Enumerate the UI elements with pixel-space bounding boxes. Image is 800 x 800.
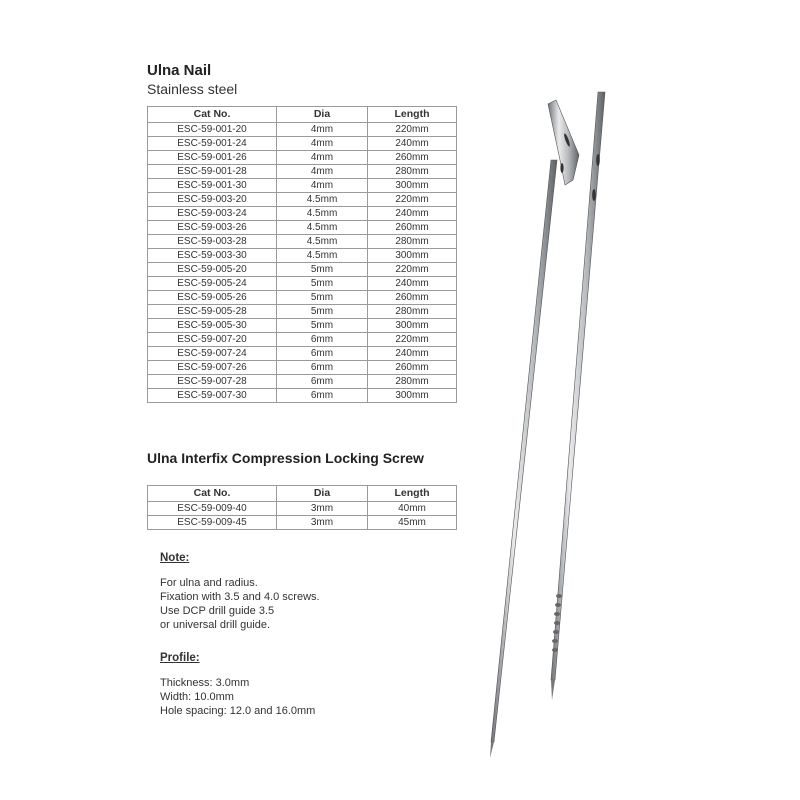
profile-line: Width: 10.0mm [160, 691, 234, 703]
table-row [148, 291, 457, 305]
cell-length: 220mm [368, 333, 457, 347]
table-row [148, 193, 457, 207]
cell-cat-no: ESC-59-003-20 [148, 193, 277, 207]
cell-dia: 5mm [277, 263, 368, 277]
column-header-cat-no: Cat No. [148, 486, 277, 502]
cell-dia: 3mm [277, 502, 368, 516]
table-row [148, 263, 457, 277]
cell-length: 240mm [368, 207, 457, 221]
table-row [148, 319, 457, 333]
nail-right [551, 92, 605, 700]
cell-length: 220mm [368, 263, 457, 277]
table-row [148, 235, 457, 249]
product-title: Ulna Nail [147, 62, 212, 79]
table-row [148, 277, 457, 291]
profile-section [160, 652, 315, 718]
cell-dia: 3mm [277, 516, 368, 530]
ulna-nail-image [470, 80, 650, 770]
cell-dia: 4mm [277, 151, 368, 165]
profile-heading: Profile: [160, 652, 200, 664]
cell-dia: 4mm [277, 179, 368, 193]
cell-cat-no: ESC-59-005-20 [148, 263, 277, 277]
cell-length: 240mm [368, 347, 457, 361]
cell-length: 300mm [368, 179, 457, 193]
cell-dia: 6mm [277, 347, 368, 361]
table-row [148, 165, 457, 179]
cell-length: 260mm [368, 361, 457, 375]
cell-cat-no: ESC-59-007-24 [148, 347, 277, 361]
table-row [148, 502, 457, 516]
cell-dia: 5mm [277, 305, 368, 319]
cell-dia: 4mm [277, 165, 368, 179]
cell-length: 45mm [368, 516, 457, 530]
table-row [148, 347, 457, 361]
note-line: Fixation with 3.5 and 4.0 screws. [160, 591, 320, 603]
profile-line: Hole spacing: 12.0 and 16.0mm [160, 705, 316, 717]
note-line: Use DCP drill guide 3.5 [160, 605, 275, 617]
table-row [148, 179, 457, 193]
cell-dia: 5mm [277, 291, 368, 305]
screw-spec-table [147, 485, 457, 530]
cell-cat-no: ESC-59-005-26 [148, 291, 277, 305]
nail-spec-table [147, 106, 457, 403]
note-line: For ulna and radius. [160, 577, 258, 589]
cell-cat-no: ESC-59-003-28 [148, 235, 277, 249]
table-row [148, 249, 457, 263]
cell-dia: 6mm [277, 389, 368, 403]
cell-dia: 5mm [277, 319, 368, 333]
cell-cat-no: ESC-59-005-28 [148, 305, 277, 319]
cell-length: 240mm [368, 277, 457, 291]
column-header-cat-no: Cat No. [148, 107, 277, 123]
column-header-length: Length [368, 107, 457, 123]
column-header-dia: Dia [277, 107, 368, 123]
cell-length: 260mm [368, 291, 457, 305]
cell-cat-no: ESC-59-007-26 [148, 361, 277, 375]
cell-dia: 4.5mm [277, 249, 368, 263]
cell-length: 280mm [368, 165, 457, 179]
cell-cat-no: ESC-59-007-28 [148, 375, 277, 389]
cell-length: 280mm [368, 235, 457, 249]
cell-length: 240mm [368, 137, 457, 151]
table-row [148, 221, 457, 235]
cell-cat-no: ESC-59-001-28 [148, 165, 277, 179]
table-body [148, 502, 457, 530]
cell-cat-no: ESC-59-001-26 [148, 151, 277, 165]
cell-cat-no: ESC-59-009-40 [148, 502, 277, 516]
cell-dia: 6mm [277, 361, 368, 375]
cell-cat-no: ESC-59-001-20 [148, 123, 277, 137]
note-heading: Note: [160, 552, 190, 564]
nail-left [490, 100, 579, 758]
table-row [148, 305, 457, 319]
table-row [148, 207, 457, 221]
column-header-length: Length [368, 486, 457, 502]
cell-cat-no: ESC-59-005-24 [148, 277, 277, 291]
cell-dia: 6mm [277, 333, 368, 347]
cell-cat-no: ESC-59-007-30 [148, 389, 277, 403]
note-section [160, 552, 320, 632]
table-header [148, 486, 457, 502]
cell-cat-no: ESC-59-003-30 [148, 249, 277, 263]
cell-cat-no: ESC-59-003-26 [148, 221, 277, 235]
cell-length: 220mm [368, 123, 457, 137]
cell-length: 260mm [368, 151, 457, 165]
cell-length: 300mm [368, 249, 457, 263]
cell-cat-no: ESC-59-009-45 [148, 516, 277, 530]
profile-line: Thickness: 3.0mm [160, 677, 250, 689]
cell-length: 220mm [368, 193, 457, 207]
cell-length: 300mm [368, 319, 457, 333]
cell-dia: 4mm [277, 137, 368, 151]
cell-dia: 4mm [277, 123, 368, 137]
cell-dia: 4.5mm [277, 235, 368, 249]
cell-cat-no: ESC-59-007-20 [148, 333, 277, 347]
table-row [148, 123, 457, 137]
table-header [148, 107, 457, 123]
screw-section-heading: Ulna Interfix Compression Locking Screw [147, 450, 424, 466]
note-line: or universal drill guide. [160, 619, 271, 631]
material-subtitle: Stainless steel [147, 81, 238, 97]
table-row [148, 389, 457, 403]
cell-dia: 5mm [277, 277, 368, 291]
table-row [148, 137, 457, 151]
table-row [148, 361, 457, 375]
table-row [148, 375, 457, 389]
column-header-dia: Dia [277, 486, 368, 502]
table-row [148, 516, 457, 530]
cell-dia: 6mm [277, 375, 368, 389]
cell-length: 40mm [368, 502, 457, 516]
cell-length: 260mm [368, 221, 457, 235]
cell-length: 280mm [368, 305, 457, 319]
cell-length: 280mm [368, 375, 457, 389]
cell-cat-no: ESC-59-001-30 [148, 179, 277, 193]
cell-cat-no: ESC-59-005-30 [148, 319, 277, 333]
cell-length: 300mm [368, 389, 457, 403]
cell-dia: 4.5mm [277, 221, 368, 235]
cell-cat-no: ESC-59-001-24 [148, 137, 277, 151]
cell-dia: 4.5mm [277, 207, 368, 221]
table-row [148, 151, 457, 165]
table-row [148, 333, 457, 347]
table-body [148, 123, 457, 403]
cell-cat-no: ESC-59-003-24 [148, 207, 277, 221]
cell-dia: 4.5mm [277, 193, 368, 207]
